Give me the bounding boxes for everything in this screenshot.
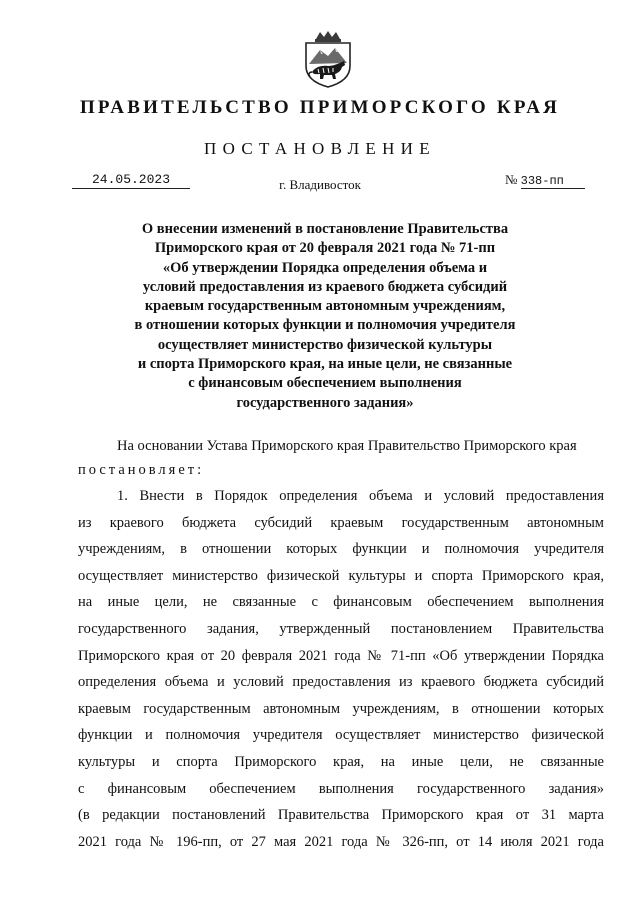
preamble xyxy=(78,434,604,482)
number-value: 338-пп xyxy=(521,174,585,189)
body-paragraph xyxy=(78,483,604,855)
body-line: учреждениям, в отношении которых функции и полномочия учредителя xyxy=(78,541,604,558)
body-line: функции и полномочия учредителя осуществляет министерство физической xyxy=(78,727,604,744)
document-date: 24.05.2023 xyxy=(72,172,190,189)
number-sign: № xyxy=(505,172,518,187)
subject-line: осуществляет министерство физической культуры xyxy=(157,336,493,353)
body-line: 1. Внести в Порядок определения объема и условий предоставления xyxy=(117,488,604,504)
subject-line: О внесении изменений в постановление Правительства xyxy=(141,221,509,237)
government-title: ПРАВИТЕЛЬСТВО ПРИМОРСКОГО КРАЯ xyxy=(79,97,561,118)
body-line: на иные цели, не связанные с финансовым обеспечением выполнения xyxy=(78,594,604,611)
subject-line: государственного задания» xyxy=(236,394,414,411)
body-line: осуществляет министерство физической культуры и спорта Приморского края, xyxy=(78,567,604,584)
body-line: культуры и спорта Приморского края, на иные цели, не связанные xyxy=(78,753,604,770)
subject-line: в отношении которых функции и полномочия учредителя xyxy=(134,317,516,334)
body-line: 2021 года № 196-пп, от 27 мая 2021 года № 326-пп, от 14 июля 2021 года xyxy=(78,833,604,850)
subject-line: и спорта Приморского края, на иные цели, не связанные xyxy=(137,356,513,373)
subject-line: «Об утверждении Порядка определения объема и xyxy=(162,259,488,276)
document-number xyxy=(505,172,600,189)
document-type: ПОСТАНОВЛЕНИЕ xyxy=(204,139,436,158)
document-city: г. Владивосток xyxy=(279,177,361,192)
body-line: Приморского края от 20 февраля 2021 года № 71-пп «Об утверждении Порядка xyxy=(78,647,604,664)
body-line: из краевого бюджета субсидий краевым государственным автономным xyxy=(78,514,604,531)
body-line: государственного задания, утвержденный постановлением Правительства xyxy=(78,620,604,637)
subject-line: условий предоставления из краевого бюджета субсидий xyxy=(142,278,508,295)
body-line: (в редакции постановлений Правительства Приморского края от 31 марта xyxy=(78,807,604,824)
resolve-word: постановляет: xyxy=(78,462,205,478)
subject-line: Приморского края от 20 февраля 2021 года № 71-пп xyxy=(154,240,496,257)
document-subject xyxy=(110,220,540,413)
coat-of-arms-icon xyxy=(302,30,354,88)
body-line: с финансовым обеспечением выполнения государственного задания» xyxy=(78,780,604,797)
body-line: краевым государственным автономным учреждениям, в отношении которых xyxy=(78,700,604,717)
subject-line: с финансовым обеспечением выполнения xyxy=(188,375,462,392)
preamble-line: На основании Устава Приморского края Правительство Приморского края xyxy=(117,438,577,454)
body-line: определения объема и условий предоставления из краевого бюджета субсидий xyxy=(78,674,604,691)
subject-line: краевым государственным автономным учреждениям, xyxy=(144,298,506,315)
